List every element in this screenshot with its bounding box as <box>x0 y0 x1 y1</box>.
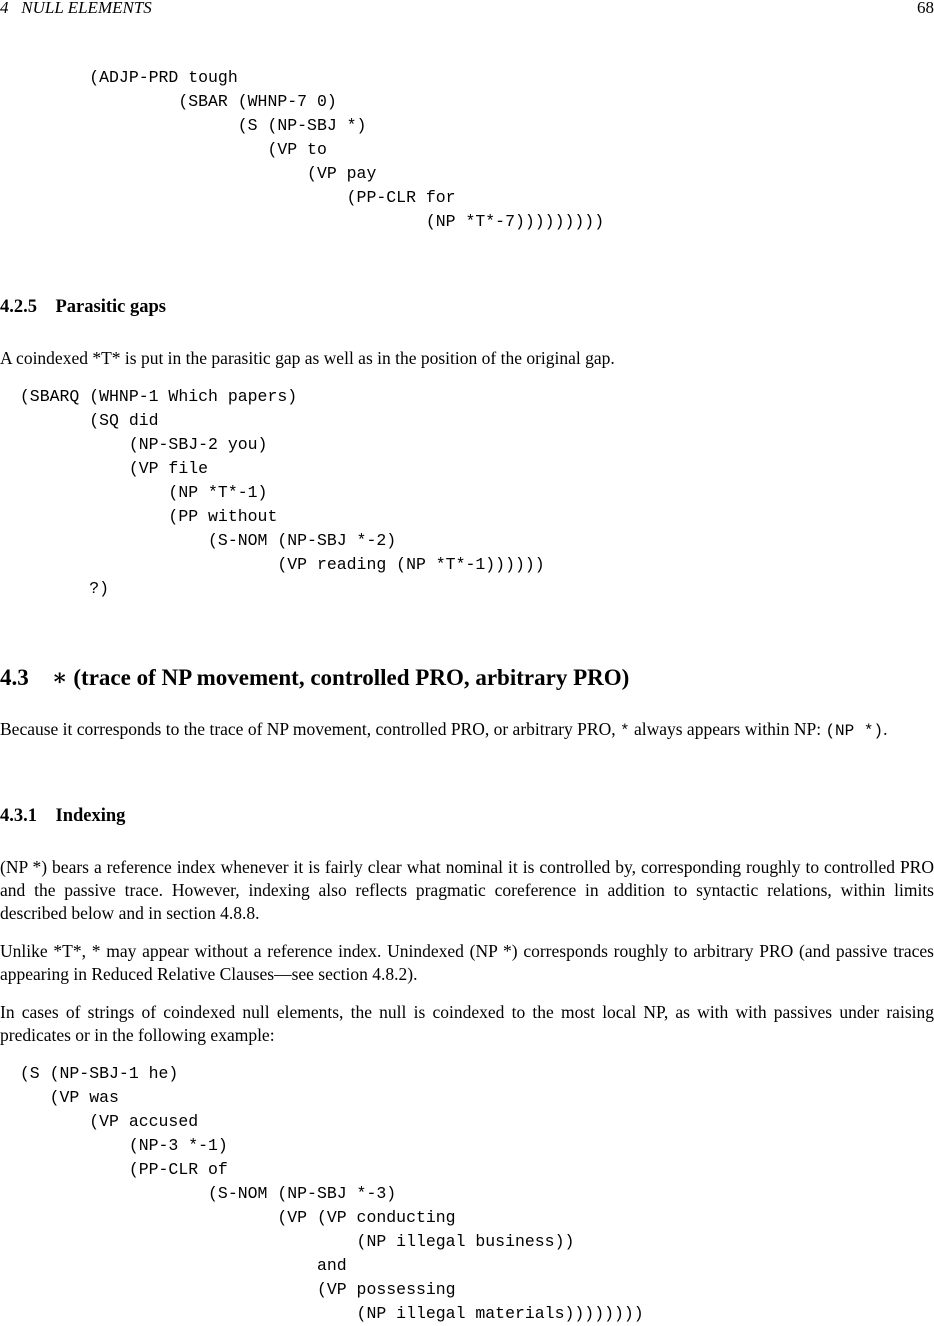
inline-code-np-star: (NP *) <box>825 722 884 740</box>
page-number: 68 <box>917 0 934 17</box>
paragraph-indexing-2: Unlike *T*, * may appear without a reference index. Unindexed (NP *) corresponds roughly to arbitrary PRO (and passive traces appearing in Reduced Relative Clauses—see section 4.8.2). <box>0 941 934 984</box>
inline-code-star: * <box>619 722 630 740</box>
subsection-heading-4-2-5: 4.2.5 Parasitic gaps <box>0 297 166 317</box>
paragraph-indexing-1: (NP *) bears a reference index whenever it is fairly clear what nominal it is controlled by, corresponding roughly to controlled PRO and the passive trace. However, indexing also reflects pragmatic coreference in addition to syntactic relations, within limits described below and in section 4.8.8. <box>0 857 934 923</box>
paragraph-text: Because it corresponds to the trace of NP movement, controlled PRO, or arbitrary PRO, <box>0 719 620 739</box>
code-example-parasitic-gaps: (SBARQ (WHNP-1 Which papers) (SQ did (NP-SBJ-2 you) (VP file (NP *T*-1) (PP without (S-NOM (NP-SBJ *-2) (VP reading (NP *T*-1)))))) ?) <box>19 387 545 598</box>
code-example-tough: (ADJP-PRD tough (SBAR (WHNP-7 0) (S (NP-SBJ *) (VP to (VP pay (PP-CLR for (NP *T*-7))))))))) <box>89 68 605 231</box>
section-heading-4-3: 4.3 ∗ (trace of NP movement, controlled PRO, arbitrary PRO) <box>0 665 630 690</box>
code-example-coindexed: (S (NP-SBJ-1 he) (VP was (VP accused (NP-3 *-1) (PP-CLR of (S-NOM (NP-SBJ *-3) (VP (VP conducting (NP illegal business)) and (VP possessing (NP illegal materials)))))))) <box>19 1064 644 1323</box>
paragraph-trace-np-movement <box>0 718 934 743</box>
subsection-heading-4-3-1: 4.3.1 Indexing <box>0 806 126 826</box>
paragraph-indexing-3: In cases of strings of coindexed null elements, the null is coindexed to the most local NP, as with with passives under raising predicates or in the following example: <box>0 1002 934 1045</box>
paragraph-text: . <box>883 719 888 739</box>
paragraph-text: always appears within NP: <box>629 719 826 739</box>
paragraph-parasitic-gaps: A coindexed *T* is put in the parasitic gap as well as in the position of the original gap. <box>0 348 615 368</box>
running-head: 4 NULL ELEMENTS <box>0 0 152 17</box>
